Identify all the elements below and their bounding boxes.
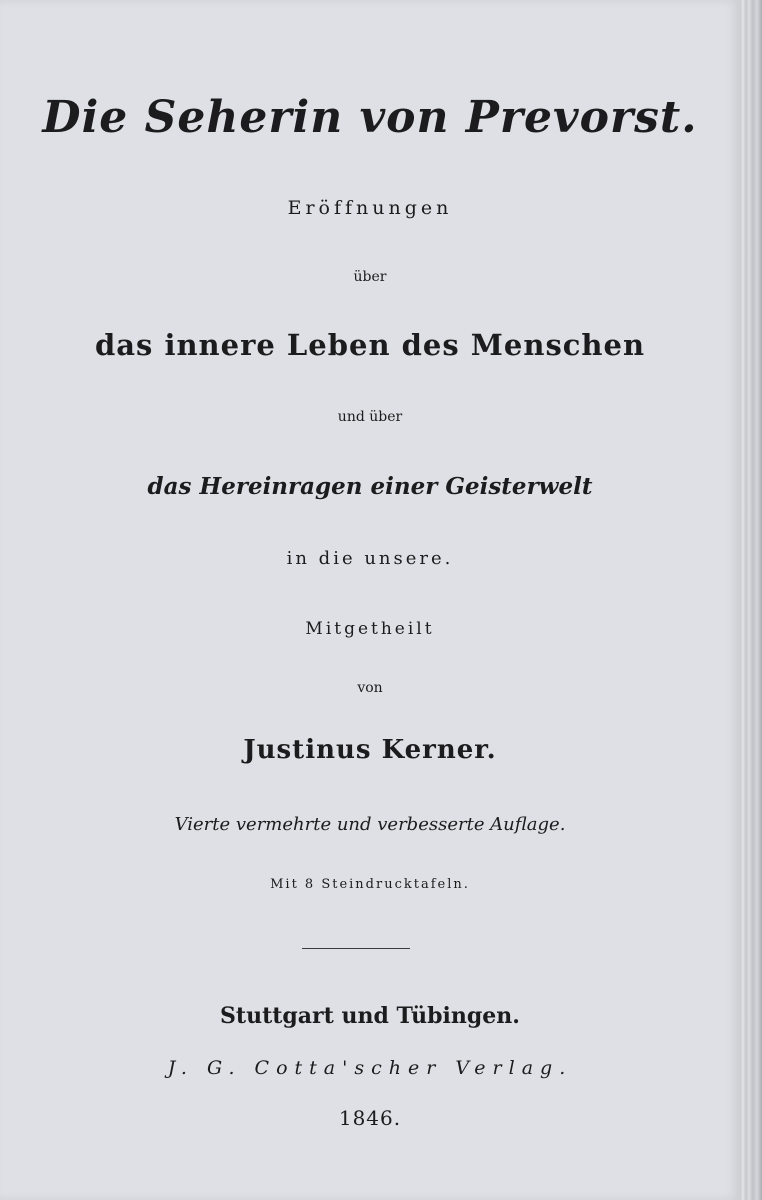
divider-rule (302, 948, 410, 949)
heading-spirit-world: das Hereinragen einer Geisterwelt (147, 473, 593, 500)
subtitle: Eröffnungen (287, 197, 453, 219)
publisher-name: J. G. Cotta'scher Verlag. (167, 1057, 573, 1079)
book-title: Die Seherin von Prevorst. (42, 92, 698, 143)
line-mitgetheilt: Mitgetheilt (305, 619, 435, 639)
plates-note: Mit 8 Steindrucktafeln. (270, 877, 470, 892)
line-von: von (357, 680, 383, 696)
line-in-die-unsere: in die unsere. (286, 548, 454, 569)
author-name: Justinus Kerner. (243, 735, 497, 765)
publication-year: 1846. (338, 1106, 402, 1130)
heading-inner-life: das innere Leben des Menschen (94, 328, 646, 362)
page-edges (740, 0, 762, 1200)
connector-ueber: über (353, 269, 387, 285)
edition-statement: Vierte vermehrte und verbesserte Auflage. (174, 814, 566, 835)
publication-place: Stuttgart und Tübingen. (220, 1003, 520, 1029)
connector-und-ueber: und über (337, 409, 403, 425)
